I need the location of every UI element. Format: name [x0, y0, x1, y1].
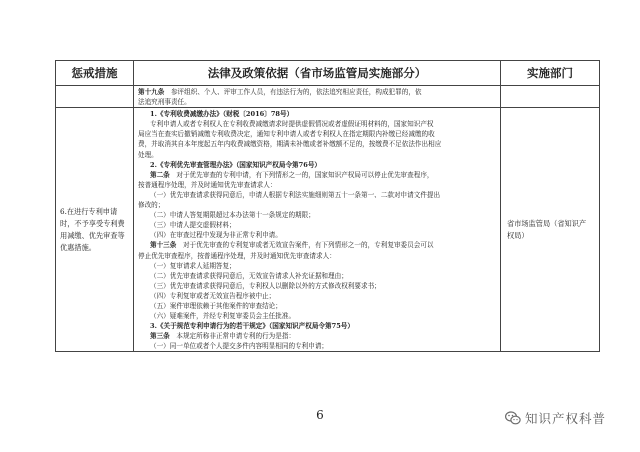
legal-text: 法追究刑事责任。 — [138, 98, 191, 107]
legal-text: （一）同一单位或者个人提交多件内容明显相同的专利申请； — [150, 342, 329, 351]
legal-basis-cell — [134, 108, 501, 352]
legal-text: 修改的； — [138, 201, 165, 210]
legal-text-line — [138, 97, 496, 107]
legal-text: （六）疑难案件，并经专利复审委员会主任批准。 — [150, 312, 296, 321]
legal-article-label: 第三条 — [150, 332, 170, 341]
legal-text: （五）案件审理依赖于其他案件的审查结论； — [150, 301, 282, 310]
legal-article-label: 2.《专利优先审查管理办法》（国家知识产权局令第76号） — [150, 160, 322, 169]
legal-text-line — [138, 220, 496, 230]
legal-basis-cell — [134, 86, 501, 108]
legal-text: （一）优先审查请求获得同意后，申请人根据专利法实施细则第五十一条第一、二款对申请文件提出 — [150, 190, 441, 199]
legal-text-line — [138, 311, 496, 321]
legal-article-label: 第二条 — [150, 170, 170, 179]
header-legal-basis: 法律及政策依据（省市场监管局实施部分） — [134, 61, 501, 86]
wechat-icon — [505, 411, 521, 425]
legal-text: 停止优先审查程序，按普通程序处理，并及时通知优先审查请求人： — [138, 251, 336, 260]
legal-text-line — [138, 291, 496, 301]
watermark-text: 知识产权科普 — [525, 411, 607, 426]
legal-text-line — [138, 180, 496, 190]
legal-text: （三）优先审查请求获得同意后，专利权人以删除以外的方式修改权利要求书； — [150, 281, 381, 290]
legal-text-line — [138, 321, 496, 331]
legal-text-line — [138, 251, 496, 261]
watermark — [505, 409, 606, 427]
legal-text: （三）申请人提交虚假材料； — [150, 221, 236, 230]
legal-article-label: 第十九条 — [138, 88, 165, 96]
legal-text: （一）复审请求人延期答复； — [150, 261, 236, 270]
legal-article-label: 3.《关于规范专利申请行为的若干规定》（国家知识产权局令第75号） — [150, 322, 354, 331]
legal-text: 参评组织、个人、评审工作人员，有违法行为的，依法追究相应责任，构成犯罪的，依 — [164, 88, 422, 96]
legal-text-line — [138, 271, 496, 281]
legal-text-line — [138, 331, 496, 341]
measure-cell: 6.在进行专利申请时，不予享受专利费用减缴、优先审查等优惠措施。 — [56, 108, 134, 352]
legal-text-line — [138, 150, 496, 160]
header-department: 实施部门 — [501, 61, 600, 86]
legal-article-label: 1.《专利收费减缴办法》（财税〔2016〕78号） — [150, 110, 294, 119]
legal-text: 本规定所称非正常申请专利的行为是指： — [169, 332, 296, 341]
legal-text: 对于优先审查的专利申请，有下列情形之一的，国家知识产权局可以停止优先审查程序， — [169, 170, 434, 179]
table-row — [56, 108, 600, 352]
legal-text: （四）专利复审或者无效宣告程序被中止； — [150, 291, 276, 300]
legal-text-line — [138, 210, 496, 220]
header-measures: 惩戒措施 — [56, 61, 134, 86]
measures-table — [55, 60, 600, 352]
legal-text-line — [138, 109, 496, 119]
legal-text-line — [138, 281, 496, 291]
legal-text: 专利申请人或者专利权人在专利收费减缴请求时提供虚假情况或者虚假证明材料的，国家知识产权 — [150, 120, 434, 129]
legal-text: 对于优先审查的专利复审或者无效宣告案件，有下列情形之一的，专利复审委员会可以 — [176, 241, 434, 250]
legal-text: （二）优先审查请求获得同意后，无效宣告请求人补充证据和理由； — [150, 271, 348, 280]
legal-text-line — [138, 261, 496, 271]
legal-text-line — [138, 160, 496, 170]
legal-text-line — [138, 119, 496, 129]
legal-text-line — [138, 341, 496, 351]
legal-text: （四）在审查过程中发现为非正常专利申请。 — [150, 231, 282, 240]
page-number: 6 — [316, 408, 324, 422]
table-row — [56, 86, 600, 108]
empty-measure-cell — [56, 86, 134, 108]
empty-department-cell — [501, 86, 600, 108]
legal-text: 处理。 — [138, 150, 158, 159]
legal-text-line — [138, 129, 496, 139]
legal-text-line — [138, 170, 496, 180]
legal-text-line — [138, 230, 496, 240]
table-header-row — [56, 61, 600, 86]
legal-text-line — [138, 301, 496, 311]
legal-text: 按普通程序处理，并及时通知优先审查请求人： — [138, 180, 277, 189]
legal-text-line — [138, 240, 496, 250]
legal-article-label: 第十三条 — [150, 241, 177, 250]
legal-text-line — [138, 200, 496, 210]
department-cell: 省市场监管局（省知识产权局） — [501, 108, 600, 352]
legal-text-line — [138, 87, 496, 97]
legal-text: 局应当在查实后撤销减缴专利收费决定，通知专利申请人或者专利权人在指定期限内补缴已经减缴的收 — [138, 130, 435, 139]
legal-text: 费，并取消其自本年度起五年内收费减缴资格，期满未补缴或者补缴额不足的，按缴费不足依法作出相应 — [138, 140, 442, 149]
legal-text-line — [138, 139, 496, 149]
legal-text-line — [138, 190, 496, 200]
legal-text: （二）申请人答复期限超过本办法第十一条规定的期限； — [150, 211, 315, 220]
